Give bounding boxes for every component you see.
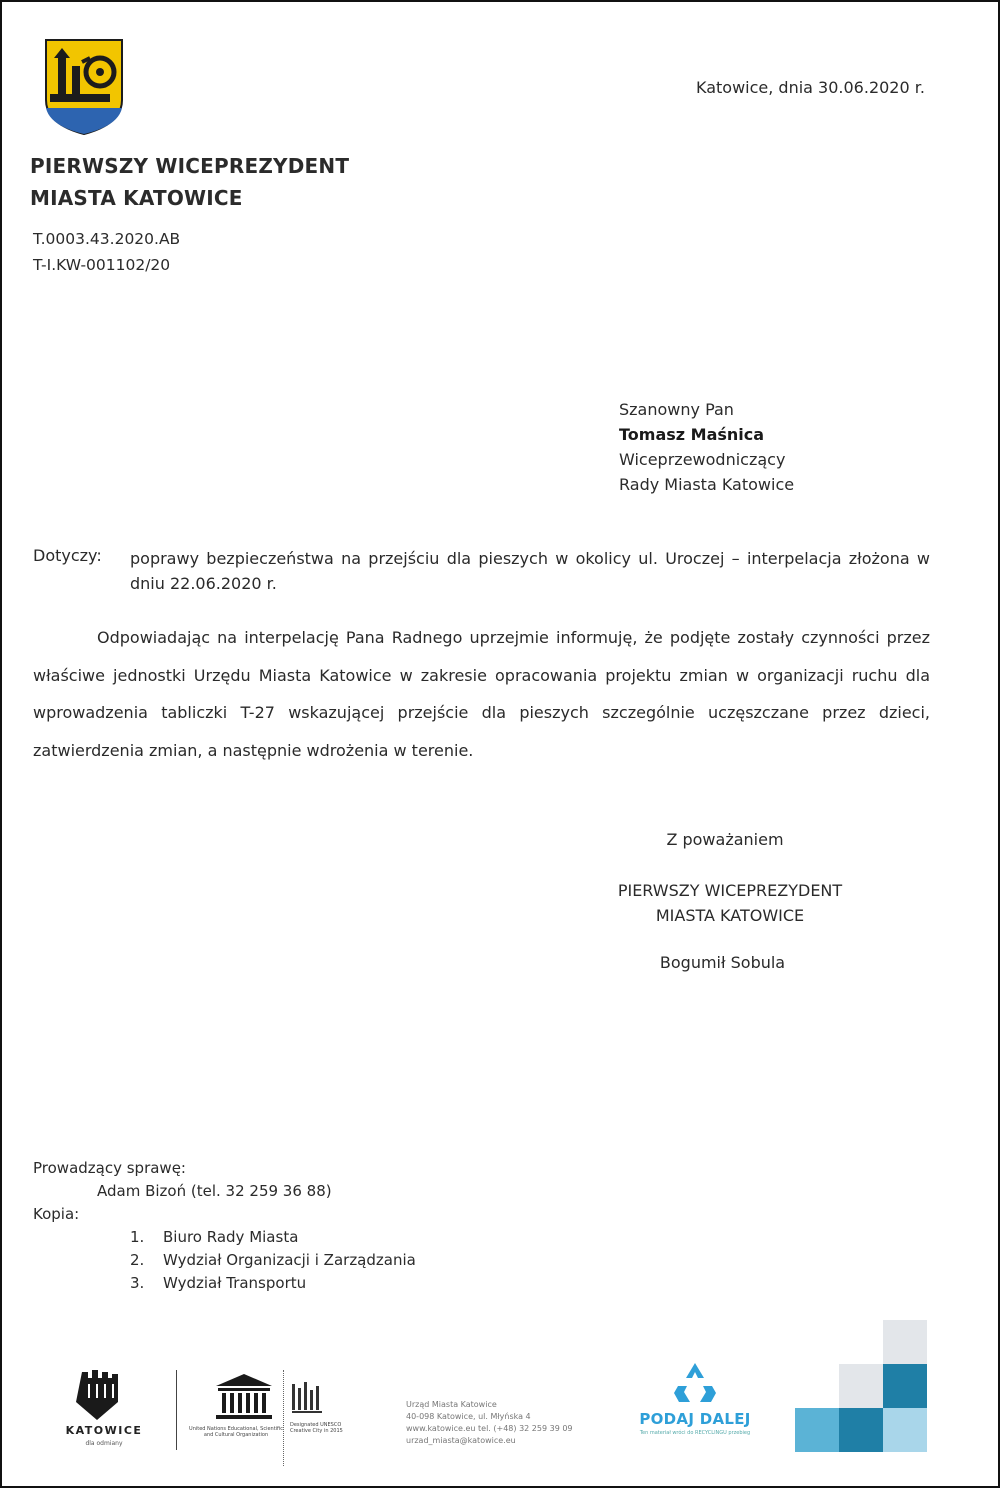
addressee-role: Wiceprzewodniczący [619,450,786,469]
subject-label: Dotyczy: [33,546,102,565]
katowice-logo-tagline: dla odmiany [85,1440,123,1447]
issuer-block [30,150,349,214]
issuer-line2: MIASTA KATOWICE [30,186,243,210]
signature-title-line1: PIERWSZY WICEPREZYDENT [617,881,843,900]
logo-dotted-divider [283,1370,284,1466]
square-grey [883,1320,927,1364]
signature-title [600,878,860,928]
square-light [883,1408,927,1452]
office-line3: www.katowice.eu tel. (+48) 32 259 39 09 [406,1424,573,1433]
list-item: 2. Wydział Organizacji i Zarządzania [130,1251,416,1269]
addressee-block [619,397,794,497]
subject-text: poprawy bezpieczeństwa na przejściu dla pieszych w okolicy ul. Uroczej – interpelacja złożona w dniu 22.06.2020 r. [130,549,930,593]
closing-greeting: Z poważaniem [666,830,784,849]
reference-numbers [33,226,180,278]
office-address [406,1399,573,1447]
creative-city-icon [290,1376,330,1416]
unesco-caption: United Nations Educational, Scientific and Cultural Organization [189,1426,283,1438]
creative-city-caption: Designated UNESCO Creative City in 2015 [290,1422,343,1434]
handler-name: Adam Bizoń (tel. 32 259 36 88) [97,1182,332,1200]
footer-info [33,1157,416,1295]
signature-title-line2: MIASTA KATOWICE [655,906,805,925]
office-line1: Urząd Miasta Katowice [406,1400,497,1409]
logo-divider [176,1370,177,1450]
copy-list [33,1226,416,1295]
addressee-body: Rady Miasta Katowice [619,475,795,494]
unesco-temple-icon [214,1372,274,1422]
square-grey [839,1364,883,1408]
square-dark [839,1408,883,1452]
handler-label: Prowadzący sprawę: [33,1159,186,1177]
issuer-line1: PIERWSZY WICEPREZYDENT [30,154,350,178]
podaj-dalej-label: PODAJ DALEJ [639,1410,751,1428]
list-item: 3. Wydział Transportu [130,1274,307,1292]
list-item: 1. Biuro Rady Miasta [130,1228,299,1246]
reference-2: T-I.KW-001102/20 [33,256,171,274]
addressee-salutation: Szanowny Pan [619,400,734,419]
office-line2: 40-098 Katowice, ul. Młyńska 4 [406,1412,531,1421]
square-dark [883,1364,927,1408]
podaj-dalej-tagline: Ten materiał wróci do RECYCLINGU przebieg [639,1430,751,1436]
square-mid [795,1408,839,1452]
letter-date: Katowice, dnia 30.06.2020 r. [696,78,925,97]
reference-1: T.0003.43.2020.AB [33,230,181,248]
recycle-icon [670,1360,720,1406]
copy-label: Kopia: [33,1205,80,1223]
katowice-crest-icon [44,38,124,136]
body-paragraph: Odpowiadając na interpelację Pana Radnego uprzejmie informuję, że podjęte zostały czynności przez właściwe jednostki Urzędu Miasta Katowice w zakresie opracowania projektu zmian w organizacji ruchu dla wprowadzenia tabliczki T-27 wskazującej przejście dla pieszych szczególnie uczęszczane przez dzieci, zatwierdzenia zmian, a następnie wdrożenia w terenie. [33,628,930,760]
addressee-name: Tomasz Maśnica [619,425,765,444]
katowice-logo-label: KATOWICE [65,1424,143,1437]
office-line4: urzad_miasta@katowice.eu [406,1436,516,1445]
signatory-name: Bogumił Sobula [659,953,786,972]
